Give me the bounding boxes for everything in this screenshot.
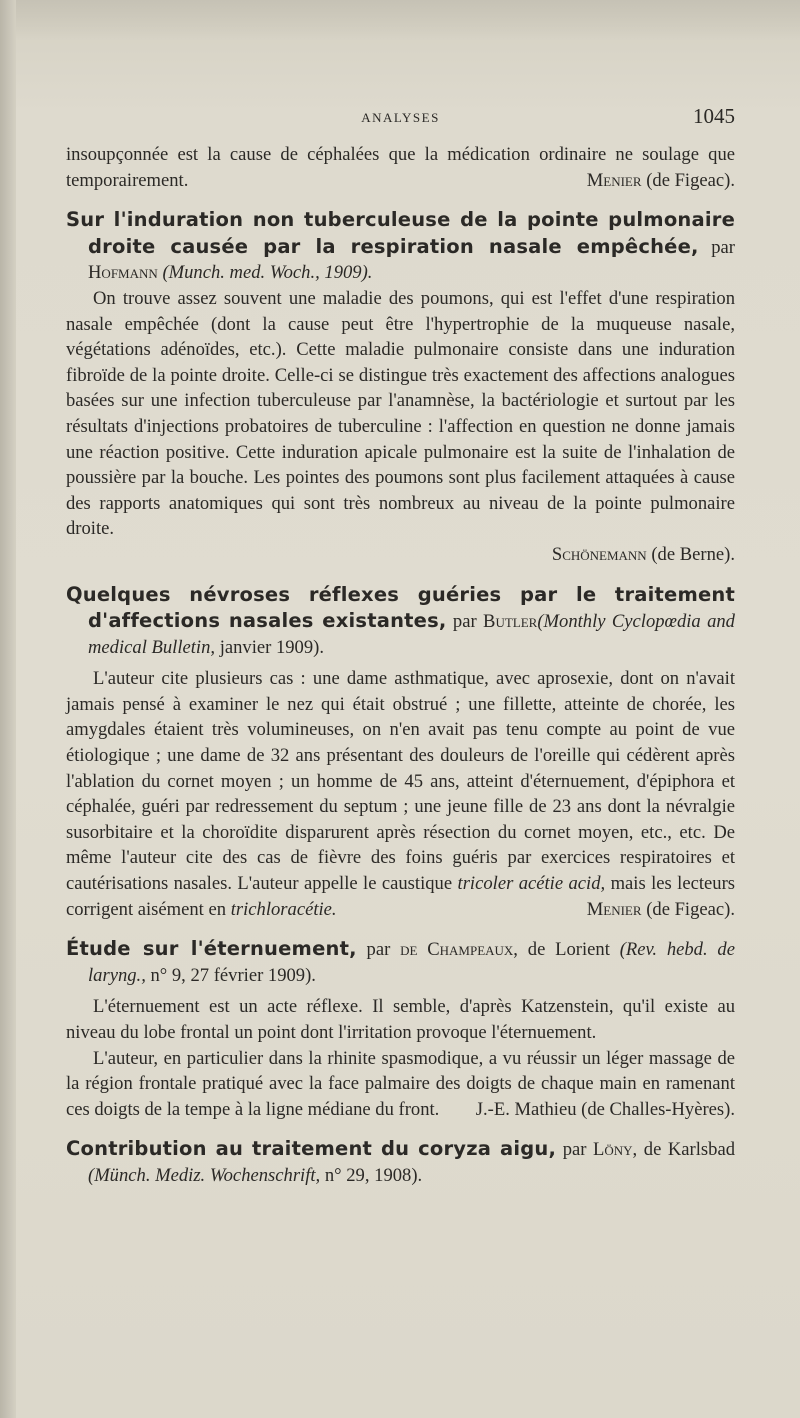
block2-title: Quelques névroses réflexes guéries par le traitement d'affections nasales existantes, — [66, 582, 735, 633]
block3-by: par — [366, 939, 391, 961]
block2-term2: trichloracétie. — [230, 898, 337, 920]
block0-author: Menier — [586, 169, 642, 191]
block3-body2 — [66, 1046, 735, 1123]
top-shadow — [0, 0, 800, 40]
block1-signature — [66, 542, 735, 568]
block1-sig-author: Schönemann — [551, 543, 647, 565]
block3-title: Étude sur l'éternuement, — [66, 937, 357, 961]
block2-date: janvier 1909). — [219, 636, 324, 658]
block1-source: (Munch. med. Woch., 1909). — [162, 262, 373, 284]
block3-date: n° 9, 27 février 1909). — [150, 964, 316, 986]
page-number: 1045 — [693, 104, 735, 128]
block4-title: Contribution au traitement du coryza aigu, — [66, 1137, 557, 1161]
binding-shadow — [0, 0, 16, 1418]
block2-author: Butler — [483, 611, 538, 633]
block4-date: n° 29, 1908). — [324, 1164, 423, 1186]
page-content — [66, 106, 735, 1189]
block2-body — [66, 666, 735, 922]
block2-source: (Monthly Cyclopœdia and medical Bulletin, — [88, 611, 735, 658]
block4-heading — [66, 1136, 735, 1188]
block4-place: de Karlsbad — [643, 1139, 736, 1161]
block0-place: (de Figeac). — [646, 169, 735, 191]
block1-sig-place: (de Berne). — [651, 543, 735, 565]
block2-by: par — [452, 611, 477, 633]
block3-source: (Rev. hebd. de laryng., — [88, 939, 735, 986]
block0-text — [66, 142, 735, 193]
running-title: ANALYSES — [361, 110, 440, 125]
block2-body-text: L'auteur cite plusieurs cas : une dame asthmatique, avec aprosexie, dont on n'avait jamais pensé à examiner le nez qui était obstrué ; une fillette, atteinte de chorée, les amygdales étaient très volumineuses, on n'en avait pas tenu compte au point de vue étiologique ; une dame de 32 ans présentant des douleurs de l'oreille qui cédèrent après l'ablation du cornet moyen ; un homme de 45 ans, atteint d'éternuement, d'épiphora et céphalée, guéri par redressement du septum ; une jeune fille de 23 ans dont la névralgie susorbitaire et la choroïdite disparurent après résection du cornet moyen, etc., etc. De même l'auteur cite des cas de fièvre des foins guéris par exercices respiratoires et cautérisations nasales. L'auteur appelle le caustique — [66, 668, 735, 895]
block4-by: par — [562, 1139, 587, 1161]
block1-by: par — [711, 236, 735, 258]
block1-body: On trouve assez souvent une maladie des poumons, qui est l'effet d'une respiration nasale empêchée (dont la cause peut être l'hypertrophie de la muqueuse nasale, végétations adénoïdes, etc.). Cette maladie pulmonaire consiste dans une induration fibroïde de la pointe droite. Celle-ci se distingue très exactement des affections analogues basées sur une infection tuberculeuse par l'anamnèse, la bactériologie et surtout par les résultats d'injections probatoires de tuberculine : l'affection en question ne donne jamais une réaction positive. Cette induration apicale pulmonaire est la suite de l'inhalation de poussière par la bouche. Les pointes des poumons sont plus facilement attaquées à cause des rapports anatomiques qui sont très nombreux au niveau de la pointe pulmonaire droite. — [66, 287, 735, 540]
block1-heading — [66, 207, 735, 286]
block3-body2-text: L'auteur, en particulier dans la rhinite spasmodique, a vu réussir un léger massage de la région frontale pratiqué avec la face palmaire des doigts de chaque main en ramenant ces doigts de la tempe à la ligne médiane du front. — [66, 1047, 735, 1120]
block1-title: Sur l'induration non tuberculeuse de la pointe pulmonaire droite causée par la respiration nasale empêchée, — [66, 208, 735, 258]
block3-author: de Champeaux, — [400, 939, 518, 961]
block3-place: de Lorient — [527, 939, 610, 961]
block4-author: Löny, — [593, 1139, 638, 1161]
block2-body2: mais les lecteurs corrigent aisément en — [66, 873, 735, 920]
block0-signature — [587, 168, 735, 194]
block3-body1: L'éternuement est un acte réflexe. Il semble, d'après Katzenstein, qu'il existe au niveau du lobe frontal un point dont l'irritation provoque l'éternuement. — [66, 996, 735, 1043]
block2-heading — [66, 582, 735, 661]
block2-sig-place: (de Figeac). — [646, 898, 735, 920]
block1-author: Hofmann — [88, 262, 158, 284]
block2-sig-author: Menier — [586, 898, 642, 920]
block4-source: (Münch. Mediz. Wochenschrift, — [88, 1164, 321, 1186]
block2-signature — [560, 897, 735, 923]
running-head — [66, 106, 735, 142]
block3-heading — [66, 936, 735, 988]
block0-body: insoupçonnée est la cause de céphalées que la médication ordinaire ne soulage que temporairement. — [66, 144, 735, 191]
block2-term1: tricoler acétie acid, — [457, 873, 606, 895]
block3-signature: J.-E. Mathieu (de Challes-Hyères). — [475, 1098, 735, 1120]
